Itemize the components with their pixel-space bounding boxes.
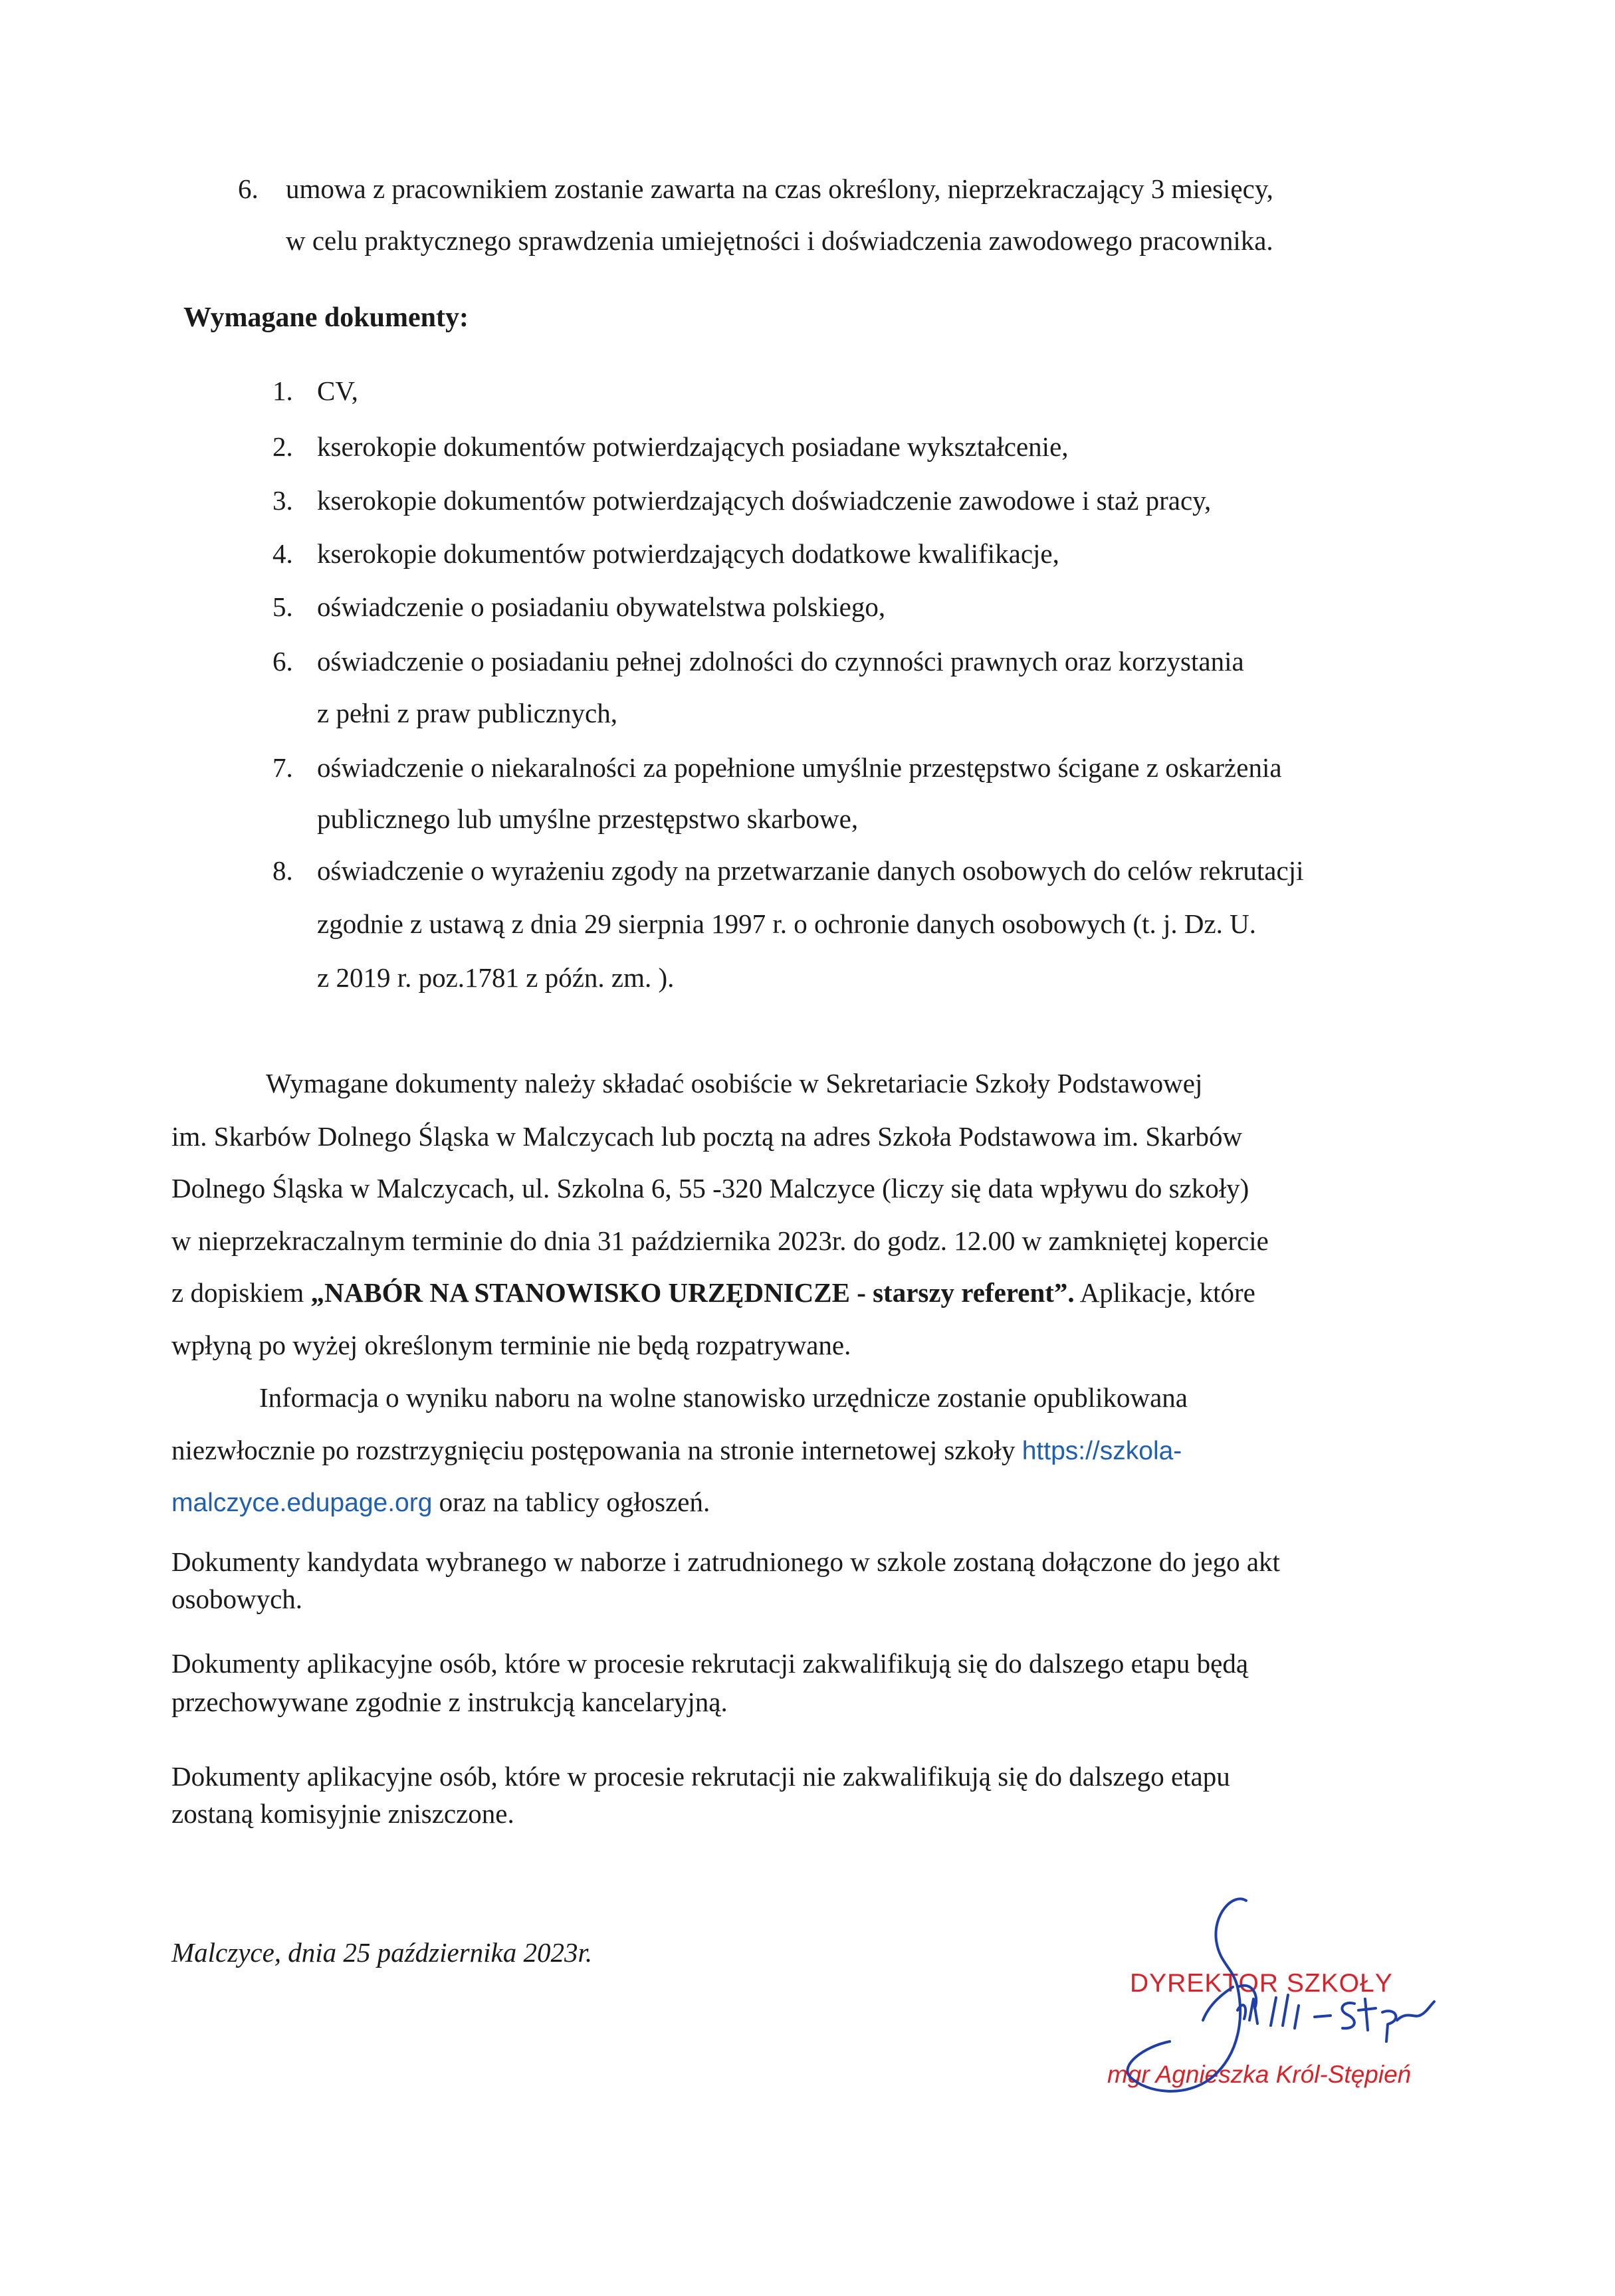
list-item-number: 5. [272, 591, 293, 622]
not-qualified-line1: Dokumenty aplikacyjne osób, które w procesie rekrutacji nie zakwalifikują się do dalszego etapu [171, 1761, 1230, 1792]
qualified-line1: Dokumenty aplikacyjne osób, które w procesie rekrutacji zakwalifikują się do dalszego etapu będą [171, 1648, 1249, 1679]
date-place-line: Malczyce, dnia 25 października 2023r. [171, 1937, 593, 1968]
list-item-text-continued: publicznego lub umyślne przestępstwo skarbowe, [317, 803, 859, 834]
personnel-files-line1: Dokumenty kandydata wybranego w naborze i zatrudnionego w szkole zostaną dołączone do jego akt [171, 1546, 1280, 1577]
top-item-line1: umowa z pracownikiem zostanie zawarta na czas określony, nieprzekraczający 3 miesięcy, [286, 173, 1273, 204]
submission-line: Wymagane dokumenty należy składać osobiście w Sekretariacie Szkoły Podstawowej [266, 1068, 1203, 1098]
list-item-text: oświadczenie o posiadaniu pełnej zdolności do czynności prawnych oraz korzystania [317, 646, 1244, 677]
list-item-number: 3. [272, 485, 293, 516]
list-item-number: 4. [272, 538, 293, 569]
recruitment-title: „NABÓR NA STANOWISKO URZĘDNICZE - starszy referent”. [310, 1277, 1075, 1308]
result-info-line [171, 1489, 710, 1516]
qualified-line2: przechowywane zgodnie z instrukcją kancelaryjną. [171, 1687, 728, 1717]
list-item-text: oświadczenie o wyrażeniu zgody na przetwarzanie danych osobowych do celów rekrutacji [317, 855, 1304, 886]
result-info-line-with-link [171, 1437, 1436, 1464]
result-info-suffix: oraz na tablicy ogłoszeń. [439, 1487, 710, 1517]
submission-prefix: z dopiskiem [171, 1277, 304, 1308]
list-item-text: kserokopie dokumentów potwierdzających dodatkowe kwalifikacje, [317, 538, 1059, 569]
list-item-text: oświadczenie o niekaralności za popełnione umyślnie przestępstwo ścigane z oskarżenia [317, 752, 1282, 783]
submission-line: im. Skarbów Dolnego Śląska w Malczycach lub pocztą na adres Szkoła Podstawowa im. Skarbów [171, 1121, 1243, 1152]
list-item-number: 7. [272, 752, 293, 783]
top-item-number: 6. [238, 173, 259, 204]
list-item-text-continued: z 2019 r. poz.1781 z późn. zm. ). [317, 962, 675, 993]
director-stamp-name: mgr Agnieszka Król-Stępień [1107, 2061, 1412, 2088]
list-item-text: CV, [317, 375, 358, 406]
result-info-text: niezwłocznie po rozstrzygnięciu postępowania na stronie internetowej szkoły [171, 1435, 1016, 1465]
list-item-text: oświadczenie o posiadaniu obywatelstwa polskiego, [317, 591, 886, 622]
handwritten-signature [1090, 1887, 1462, 2107]
list-item-number: 1. [272, 375, 293, 406]
result-info-line: Informacja o wyniku naboru na wolne stanowisko urzędnicze zostanie opublikowana [259, 1382, 1188, 1413]
school-website-link[interactable]: https://szkola- [1022, 1437, 1182, 1465]
submission-line: w nieprzekraczalnym terminie do dnia 31 października 2023r. do godz. 12.00 w zamkniętej kopercie [171, 1225, 1269, 1256]
list-item-text: kserokopie dokumentów potwierdzających posiadane wykształcenie, [317, 431, 1069, 462]
submission-line-with-title [171, 1279, 1436, 1306]
list-item-number: 8. [272, 855, 293, 886]
not-qualified-line2: zostaną komisyjnie zniszczone. [171, 1798, 514, 1829]
submission-suffix: Aplikacje, które [1079, 1277, 1255, 1308]
list-item-text: kserokopie dokumentów potwierdzających doświadczenie zawodowe i staż pracy, [317, 485, 1212, 516]
list-item-number: 6. [272, 646, 293, 677]
director-stamp-title: DYREKTOR SZKOŁY [1130, 1969, 1393, 1998]
required-documents-heading: Wymagane dokumenty: [183, 302, 469, 333]
personnel-files-line2: osobowych. [171, 1584, 303, 1614]
submission-line: Dolnego Śląska w Malczycach, ul. Szkolna 6, 55 -320 Malczyce (liczy się data wpływu do szkoły) [171, 1173, 1249, 1203]
submission-line: wpłyną po wyżej określonym terminie nie będą rozpatrywane. [171, 1330, 851, 1360]
list-item-text-continued: zgodnie z ustawą z dnia 29 sierpnia 1997 r. o ochronie danych osobowych (t. j. Dz. U. [317, 908, 1256, 939]
school-website-link-continued[interactable]: malczyce.edupage.org [171, 1489, 433, 1517]
list-item-number: 2. [272, 431, 293, 462]
top-item-line2: w celu praktycznego sprawdzenia umiejętności i doświadczenia zawodowego pracownika. [286, 225, 1273, 256]
list-item-text-continued: z pełni z praw publicznych, [317, 698, 617, 728]
